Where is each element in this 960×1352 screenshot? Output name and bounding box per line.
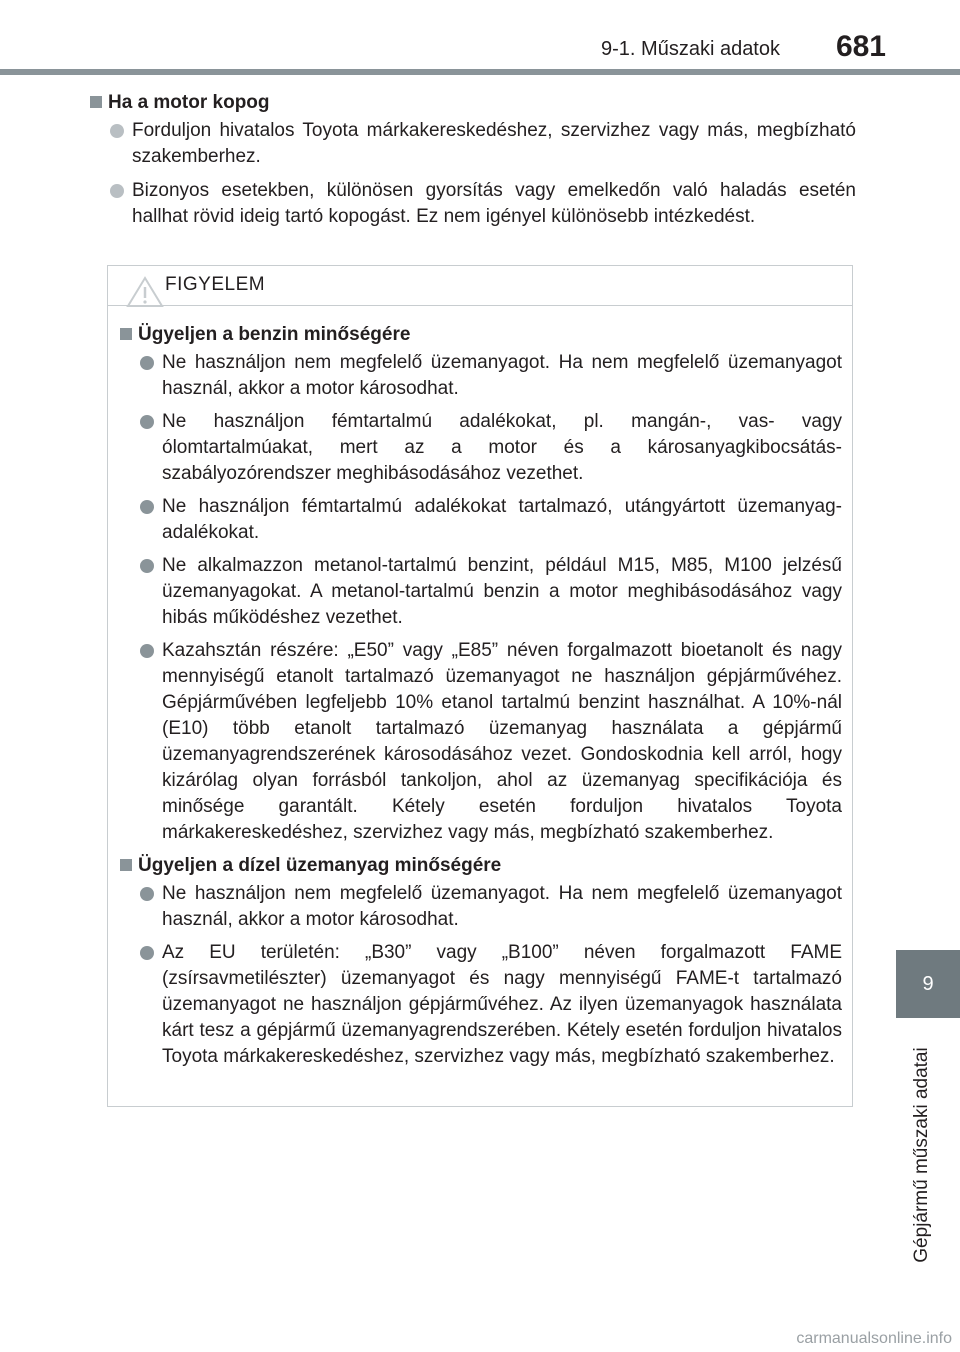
round-bullet-icon: [140, 887, 154, 901]
chapter-tab-number: 9: [922, 972, 934, 995]
warning-section-heading-text: Ügyeljen a dízel üzemanyag minőségére: [138, 855, 502, 876]
list-item: [138, 940, 842, 1070]
round-bullet-icon: [140, 644, 154, 658]
round-bullet-icon: [140, 415, 154, 429]
list-item-text: Ne használjon nem megfelelő üzemanyagot. Ha nem megfelelő üzemanyagot használ, akkor a motor károsodhat.: [162, 352, 842, 399]
list-item-text: Ne használjon fémtartalmú adalékokat tartalmazó, utángyártott üzemanyag-adalékokat.: [162, 496, 842, 543]
warning-section-heading: [118, 853, 842, 879]
list-item: [108, 178, 856, 230]
list-item: [138, 494, 842, 546]
chapter-label: [902, 1030, 942, 1280]
square-bullet-icon: [120, 328, 132, 340]
warning-body: [108, 306, 852, 1070]
list-item-text: Az EU területén: „B30” vagy „B100” néven forgalmazott FAME (zsírsavmetilészter) üzemanyagot és nagy mennyiségű FAME-t tartalmazó üzemanyagot ne használjon gépjárművéhez. Az ilyen üzemanyagok használata kárt tesz a gépjármű üzemanyagrendszerében. Kétely esetén forduljon hivatalos Toyota márkakereskedéshez, szervizhez vagy más, megbízható szakemberhez.: [162, 942, 842, 1067]
list-item: [108, 118, 856, 170]
round-bullet-icon: [140, 559, 154, 573]
list-item-text: Ne használjon fémtartalmú adalékokat, pl. mangán-, vas- vagy ólomtartalmúakat, mert az a motor és a károsanyagkibocsátás-szabályozórendszer meghibásodásához vezethet.: [162, 411, 842, 484]
warning-header: [108, 266, 852, 306]
intro-heading: [88, 90, 856, 116]
list-item-text: Ne használjon nem megfelelő üzemanyagot. Ha nem megfelelő üzemanyagot használ, akkor a motor károsodhat.: [162, 883, 842, 930]
list-item-text: Kazahsztán részére: „E50” vagy „E85” néven forgalmazott bioetanolt és nagy mennyiségű etanolt tartalmazó üzemanyagot ne használjon gépjárművéhez. Gépjárművében legfeljebb 10% etanol tartalmú benzint használhat. A 10%-nál (E10) több etanolt tartalmazó üzemanyag használata a gépjármű üzemanyagrendszerének károsodásához vezet. Gondoskodnia kell arról, hogy kizárólag olyan forrásból tankoljon, ahol az üzemanyag specifikációja és minősége garantált. Kétely esetén forduljon hivatalos Toyota márkakereskedéshez, szervizhez vagy más, megbízható szakemberhez.: [162, 640, 842, 843]
list-item: [138, 881, 842, 933]
list-item-text: Ne alkalmazzon metanol-tartalmú benzint, például M15, M85, M100 jelzésű üzemanyagokat. A metanol-tartalmú benzin a motor meghibásodásához vagy hibás működéshez vezethet.: [162, 555, 842, 628]
list-item: [138, 553, 842, 631]
intro-heading-text: Ha a motor kopog: [108, 92, 270, 113]
square-bullet-icon: [120, 859, 132, 871]
square-bullet-icon: [90, 96, 102, 108]
warning-box: [107, 265, 853, 1107]
round-bullet-icon: [110, 124, 124, 138]
list-item: [138, 409, 842, 487]
list-item: [138, 638, 842, 846]
round-bullet-icon: [140, 500, 154, 514]
round-bullet-icon: [110, 184, 124, 198]
watermark: carmanualsonline.info: [796, 1330, 952, 1347]
chapter-label-text: Gépjármű műszaki adatai: [911, 1047, 932, 1263]
chapter-tab[interactable]: [896, 950, 960, 1018]
header-rule: [0, 69, 960, 75]
header-section-title: 9-1. Műszaki adatok: [601, 38, 780, 60]
warning-triangle-icon: [126, 276, 164, 308]
list-item-text: Forduljon hivatalos Toyota márkakereskedéshez, szervizhez vagy más, megbízható szakemberhez.: [132, 120, 856, 167]
round-bullet-icon: [140, 946, 154, 960]
list-item-text: Bizonyos esetekben, különösen gyorsítás vagy emelkedőn való haladás esetén hallhat rövid ideig tartó kopogást. Ez nem igényel különösebb intézkedést.: [132, 180, 856, 227]
intro-section: [108, 90, 856, 238]
page-number: 681: [835, 30, 886, 63]
round-bullet-icon: [140, 356, 154, 370]
warning-section-heading-text: Ügyeljen a benzin minőségére: [138, 324, 411, 345]
list-item: [138, 350, 842, 402]
warning-title: FIGYELEM: [165, 274, 266, 295]
warning-section-heading: [118, 322, 842, 348]
